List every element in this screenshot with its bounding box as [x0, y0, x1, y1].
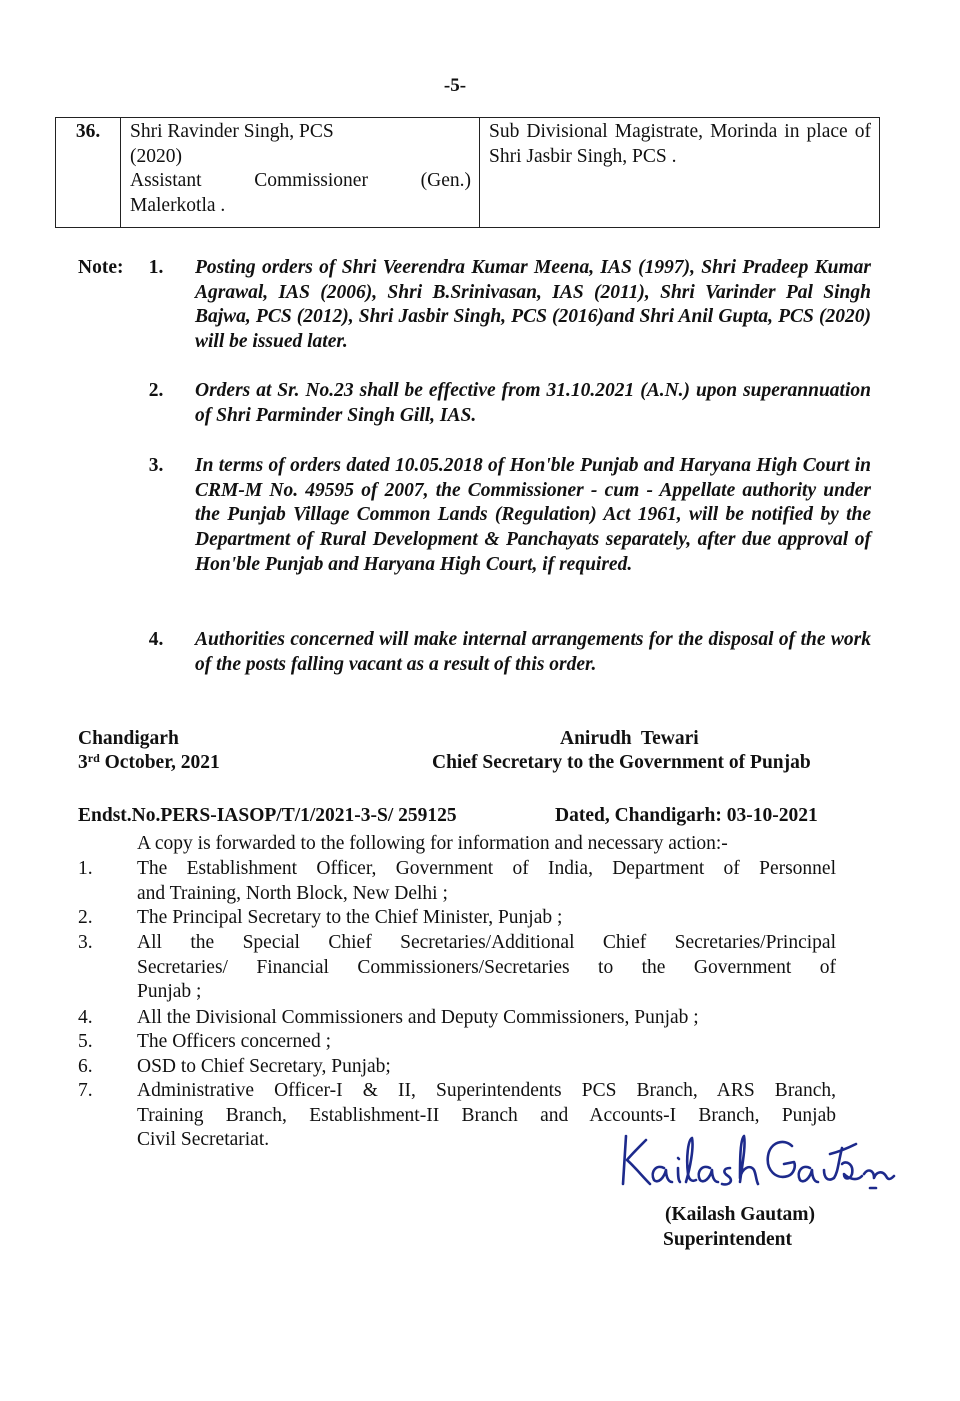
- cc-line: The Principal Secretary to the Chief Minister, Punjab ;: [137, 907, 563, 928]
- officer-station: Malerkotla .: [130, 195, 226, 217]
- signatory-designation: Chief Secretary to the Government of Punjab: [432, 752, 811, 773]
- table-posting-cell: Sub Divisional Magistrate, Morinda in place of Shri Jasbir Singh, PCS .: [489, 121, 871, 167]
- officer-name: Shri Ravinder Singh, PCS: [130, 121, 334, 142]
- signature-strokes: [623, 1136, 894, 1188]
- cc-number: 1.: [78, 858, 93, 879]
- officer-batch: (2020): [130, 145, 182, 167]
- officer-designation: Assistant Commissioner (Gen.): [130, 170, 471, 192]
- cc-number: 5.: [78, 1031, 93, 1052]
- cc-line: Secretaries/ Financial Commissioners/Secretaries to the Government of: [137, 956, 836, 978]
- posting-table: [55, 117, 880, 228]
- cc-line: Administrative Officer-I & II, Superintendents PCS Branch, ARS Branch,: [137, 1080, 836, 1101]
- note-text: Authorities concerned will make internal arrangements for the disposal of the work of the posts falling vacant as a result of this order.: [195, 629, 871, 675]
- note-text: Posting orders of Shri Veerendra Kumar Meena, IAS (1997), Shri Pradeep Kumar Agrawal, IAS (2006), Shri B.Srinivasan, IAS (2011), Shri Varinder Pal Singh Bajwa, PCS (2012), Shri Jasbir Singh, PCS (2016)and Shri Anil Gupta, PCS (2020) will be issued later.: [195, 257, 871, 353]
- cc-text: [137, 1055, 836, 1080]
- cc-number: 2.: [78, 907, 93, 928]
- issue-date-suffix: rd: [87, 751, 100, 765]
- cc-text: [137, 1006, 836, 1031]
- cc-line: Training Branch, Establishment-II Branch and Accounts-I Branch, Punjab: [137, 1104, 836, 1126]
- table-sr-no: 36.: [56, 118, 121, 227]
- note-number: 2.: [148, 380, 164, 401]
- cc-number: 4.: [78, 1007, 93, 1028]
- cc-line: All the Special Chief Secretaries/Additional Chief Secretaries/Principal: [137, 932, 836, 953]
- cc-line: Punjab ;: [137, 981, 202, 1003]
- issue-place: Chandigarh: [78, 728, 179, 749]
- note-text: In terms of orders dated 10.05.2018 of Hon'ble Punjab and Haryana High Court in CRM-M No. 49595 of 2007, the Commissioner - cum - Appellate authority under the Punjab Village Common Lands (Regulation) Act 1961, will be notified by the Department of Rural Development & Panchayats separately, after due approval of Hon'ble Punjab and Haryana High Court, if required.: [195, 455, 871, 575]
- cc-line: and Training, North Block, New Delhi ;: [137, 882, 448, 904]
- table-officer-cell: [120, 118, 480, 227]
- cc-line: Civil Secretariat.: [137, 1129, 270, 1151]
- cc-text: [137, 857, 836, 906]
- forward-intro: A copy is forwarded to the following for information and necessary action:-: [137, 833, 728, 854]
- page-number: -5-: [443, 75, 467, 96]
- issue-date-rest: October, 2021: [99, 752, 220, 773]
- issue-date-day: 3: [78, 752, 88, 773]
- cc-line: The Establishment Officer, Government of India, Department of Personnel: [137, 858, 836, 879]
- handwritten-signature: [612, 1118, 902, 1198]
- endorsement-number: Endst.No.PERS-IASOP/T/1/2021-3-S/ 259125: [78, 805, 457, 826]
- cc-line: All the Divisional Commissioners and Deputy Commissioners, Punjab ;: [137, 1007, 699, 1028]
- endorsement-date: Dated, Chandigarh: 03-10-2021: [555, 805, 818, 826]
- cc-text: [137, 931, 836, 1005]
- issue-date: [78, 751, 220, 776]
- cc-text: [137, 1030, 836, 1055]
- note-label: Note:: [78, 257, 124, 278]
- signatory-name: Anirudh Tewari: [560, 728, 699, 749]
- note-number: 3.: [148, 455, 164, 476]
- cc-number: 7.: [78, 1080, 93, 1101]
- cc-line: OSD to Chief Secretary, Punjab;: [137, 1056, 391, 1077]
- note-number: 4.: [148, 629, 164, 650]
- cc-number: 3.: [78, 932, 93, 953]
- note-number: 1.: [148, 257, 164, 278]
- note-text: Orders at Sr. No.23 shall be effective from 31.10.2021 (A.N.) upon superannuation of Shri Parminder Singh Gill, IAS.: [195, 380, 871, 426]
- signer-designation: Superintendent: [663, 1229, 792, 1250]
- signer-name: (Kailash Gautam): [665, 1204, 816, 1225]
- cc-text: [137, 906, 836, 931]
- cc-line: The Officers concerned ;: [137, 1031, 332, 1052]
- cc-number: 6.: [78, 1056, 93, 1077]
